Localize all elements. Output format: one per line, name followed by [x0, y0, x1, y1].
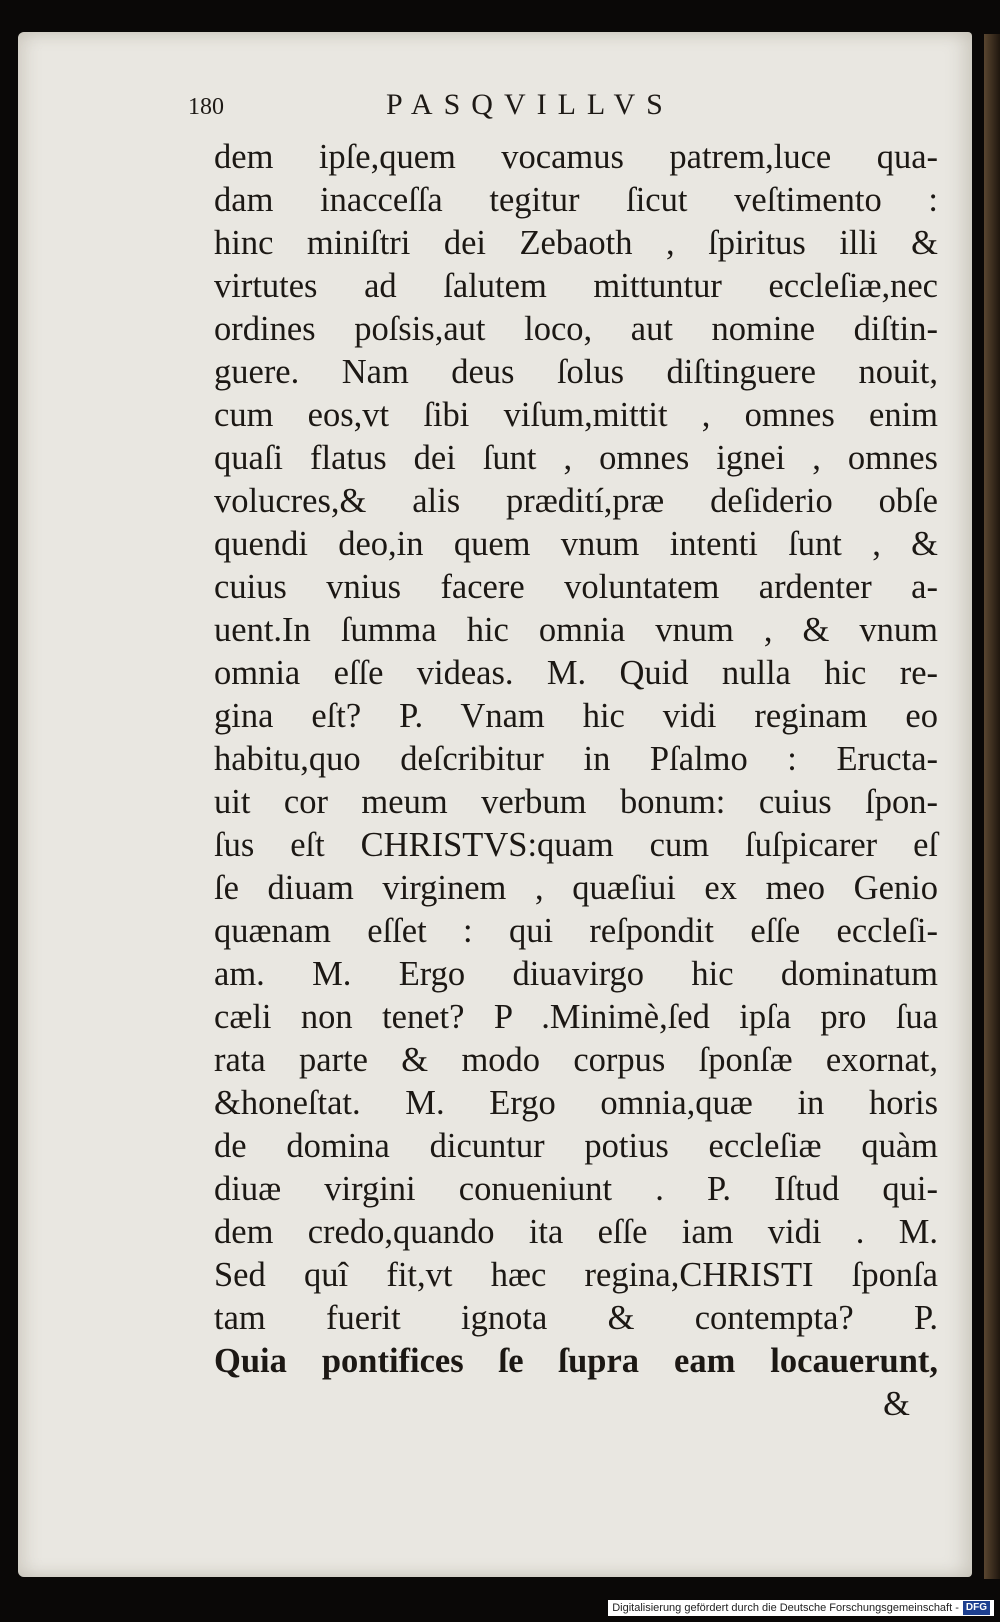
text-line: habitu,quo deſcribitur in Pſalmo : Eructa- — [214, 740, 938, 778]
text-line: cæli non tenet? P .Minimè,ſed ipſa pro ſua — [214, 998, 938, 1036]
body-text — [214, 136, 938, 1426]
running-title: PASQVILLVS — [386, 88, 674, 121]
text-line: &honeſtat. M. Ergo omnia,quæ in horis — [214, 1084, 938, 1122]
text-line: uent.In ſumma hic omnia vnum , & vnum — [214, 611, 938, 649]
text-line: uit cor meum verbum bonum: cuius ſpon- — [214, 783, 938, 821]
text-line: quaſi flatus dei ſunt , omnes ignei , omnes — [214, 439, 938, 477]
text-line: am. M. Ergo diuavirgo hic dominatum — [214, 955, 938, 993]
text-line: gina eſt? P. Vnam hic vidi reginam eo — [214, 697, 938, 735]
text-line: hinc miniſtri dei Zebaoth , ſpiritus illi & — [214, 224, 938, 262]
text-line: dam inacceſſa tegitur ſicut veſtimento : — [214, 181, 938, 219]
text-line: rata parte & modo corpus ſponſæ exornat, — [214, 1041, 938, 1079]
text-line: tam fuerit ignota & contempta? P. — [214, 1299, 938, 1337]
text-line: volucres,& alis prædití,præ deſiderio obſe — [214, 482, 938, 520]
text-line: Sed quî fit,vt hæc regina,CHRISTI ſponſa — [214, 1256, 938, 1294]
text-line: omnia eſſe videas. M. Quid nulla hic re- — [214, 654, 938, 692]
page-header — [188, 88, 928, 128]
text-line: cum eos,vt ſibi viſum,mittit , omnes enim — [214, 396, 938, 434]
catchword: & — [883, 1385, 910, 1423]
book-edge — [984, 34, 1000, 1579]
text-line: dem ipſe,quem vocamus patrem,luce qua- — [214, 138, 938, 176]
text-line: cuius vnius facere voluntatem ardenter a- — [214, 568, 938, 606]
text-line: Quia pontifices ſe ſupra eam locauerunt, — [214, 1342, 938, 1380]
digitization-footer — [608, 1600, 994, 1616]
text-line: guere. Nam deus ſolus diſtinguere nouit, — [214, 353, 938, 391]
footer-text: Digitalisierung gefördert durch die Deutsche Forschungsgemeinschaft - — [612, 1602, 959, 1614]
text-line: ordines poſsis,aut loco, aut nomine diſtin- — [214, 310, 938, 348]
page-number: 180 — [188, 94, 224, 120]
text-line: dem credo,quando ita eſſe iam vidi . M. — [214, 1213, 938, 1251]
text-line: quænam eſſet : qui reſpondit eſſe eccleſi- — [214, 912, 938, 950]
text-line: ſus eſt CHRISTVS:quam cum ſuſpicarer eſ — [214, 826, 938, 864]
dfg-logo: DFG — [963, 1601, 990, 1615]
text-line: diuæ virgini conueniunt . P. Iſtud qui- — [214, 1170, 938, 1208]
text-line: quendi deo,in quem vnum intenti ſunt , & — [214, 525, 938, 563]
text-line: de domina dicuntur potius eccleſiæ quàm — [214, 1127, 938, 1165]
text-line: virtutes ad ſalutem mittuntur eccleſiæ,nec — [214, 267, 938, 305]
text-line: ſe diuam virginem , quæſiui ex meo Genio — [214, 869, 938, 907]
